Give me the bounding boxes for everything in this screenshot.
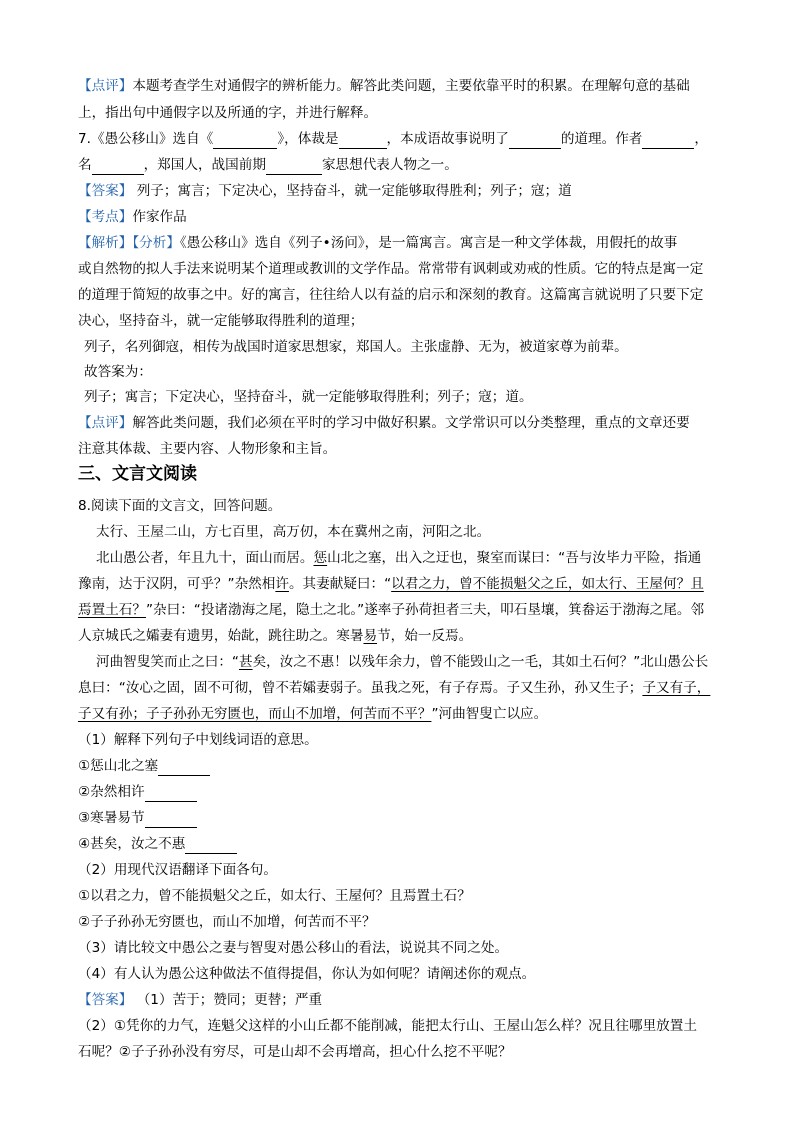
answer-8-line-2: （2）①凭你的力气，连魁父这样的小山丘都不能削减，能把太行山、王屋山怎么样？况且往哪里放置土 <box>78 1018 697 1034</box>
answer-8-line-1: 【答案】 （1）苦于；赞同；更替；严重 <box>78 992 323 1008</box>
passage-p7: 息曰：“汝心之固，固不可彻，曾不若孀妻弱子。虽我之死，有子存焉。子又生孙，孙又生子；子又有子， <box>78 680 711 696</box>
analyze-tag: 【分析】 <box>132 235 180 251</box>
passage-p4: 焉置土石？”杂曰：“投诸渤海之尾，隐土之北。”遂率子孙荷担者三夫，叩石垦壤，箕畚运于渤海之尾。邻 <box>78 602 705 618</box>
blank <box>339 133 387 149</box>
blank <box>145 786 197 802</box>
sub-question-1a: ①惩山北之塞 <box>78 756 210 776</box>
section-title: 三、文言文阅读 <box>78 464 197 484</box>
blank <box>266 159 322 175</box>
analysis-line-6: 故答案为： <box>84 364 152 380</box>
blank <box>185 838 237 854</box>
sub-question-1b: ②杂然相许 <box>78 782 197 802</box>
passage-p6: 河曲智叟笑而止之曰：“甚矣，汝之不惠！以残年余力，曾不能毁山之一毛，其如土石何？”北山愚公长 <box>96 654 709 670</box>
comment-2-line-2: 注意其体裁、主要内容、人物形象和主旨。 <box>78 441 337 457</box>
analysis-line-4: 决心，坚持奋斗，就一定能够取得胜利的道理； <box>78 313 364 329</box>
answer-tag: 【答案】 <box>78 183 133 199</box>
sub-question-3: （3）请比较文中愚公之妻与智叟对愚公移山的看法，说说其不同之处。 <box>78 940 509 956</box>
analysis-line-5: 列子，名列御寇，相传为战国时道家思想家，郑国人。主张虚静、无为，被道家尊为前辈。 <box>84 339 628 355</box>
blank <box>642 133 694 149</box>
sub-question-4: （4）有人认为愚公这种做法不值得提倡，你认为如何呢？请阐述你的观点。 <box>78 966 536 982</box>
blank <box>158 760 210 776</box>
analysis-line-3: 的道理于简短的故事之中。好的寓言，往往给人以有益的启示和深刻的教育。这篇寓言就说明了只要下定 <box>78 287 704 303</box>
question-7-line-2: 名 ，郑国人，战国前期 家思想代表人物之一。 <box>78 157 458 173</box>
question-7-line-1: 7.《愚公移山》选自《 》，体裁是 ，本成语故事说明了 的道理。作者 ， <box>78 131 708 147</box>
analysis-line-7: 列子；寓言；下定决心，坚持奋斗，就一定能够取得胜利；列子；寇；道。 <box>84 389 533 405</box>
passage-p5: 人京城氏之孀妻有遗男，始龀，跳往助之。寒暑易节，始一反焉。 <box>78 628 473 644</box>
analysis-tag: 【解析】 <box>78 235 133 251</box>
sub-question-2b: ②子子孙孙无穷匮也，而山不加增，何苦而不平？ <box>78 914 376 930</box>
sub-question-2a: ①以君之力，曾不能损魁父之丘，如太行、王屋何？且焉置土石？ <box>78 888 471 904</box>
sub-question-1d: ④甚矣，汝之不惠 <box>78 834 237 854</box>
comment-line-1: 【点评】本题考查学生对通假字的辨析能力。解答此类问题，主要依靠平时的积累。在理解句意的基础 <box>78 78 690 94</box>
answer-8-line-3: 石呢？②子子孙孙没有穷尽，可是山却不会再增高，担心什么挖不平呢？ <box>78 1044 512 1060</box>
comment-line-2: 上，指出句中通假字以及所通的字，并进行解释。 <box>78 105 378 121</box>
comment-tag: 【点评】 <box>78 78 133 94</box>
analysis-line-2: 或自然物的拟人手法来说明某个道理或教训的文学作品。常常带有讽刺或劝戒的性质。它的特点是寓一定 <box>78 261 704 277</box>
passage-p2: 北山愚公者，年且九十，面山而居。惩山北之塞，出入之迂也，聚室而谋曰：“吾与汝毕力平险，指通 <box>96 550 702 566</box>
analysis-line-1: 【解析】【分析】《愚公移山》选自《列子•汤问》，是一篇寓言。寓言是一种文学体裁，用假托的故事 <box>78 235 678 251</box>
passage-p3: 豫南，达于汉阴，可乎？”杂然相许。其妻献疑曰：“以君之力，曾不能损魁父之丘，如太行、王屋何？且 <box>78 576 704 592</box>
sub-question-1: （1）解释下列句子中划线词语的意思。 <box>78 732 318 748</box>
blank <box>92 159 144 175</box>
point-tag: 【考点】 <box>78 209 133 225</box>
blank <box>509 133 561 149</box>
sub-question-1c: ③寒暑易节 <box>78 808 197 828</box>
blank <box>213 133 277 149</box>
passage-p1: 太行、王屋二山，方七百里，高万仞，本在冀州之南，河阳之北。 <box>96 524 491 540</box>
answer-7: 【答案】 列子；寓言；下定决心，坚持奋斗，就一定能够取得胜利；列子；寇；道 <box>78 183 572 199</box>
blank <box>145 812 197 828</box>
passage-p8: 子又有孙；子子孙孙无穷匮也，而山不加增，何苦而不平？”河曲智叟亡以应。 <box>78 706 548 722</box>
question-8: 8.阅读下面的文言文，回答问题。 <box>78 498 282 514</box>
comment-2-line-1: 【点评】解答此类问题，我们必须在平时的学习中做好积累。文学常识可以分类整理，重点的文章还要 <box>78 415 690 431</box>
sub-question-2: （2）用现代汉语翻译下面各句。 <box>78 862 277 878</box>
point-7: 【考点】作家作品 <box>78 209 187 225</box>
